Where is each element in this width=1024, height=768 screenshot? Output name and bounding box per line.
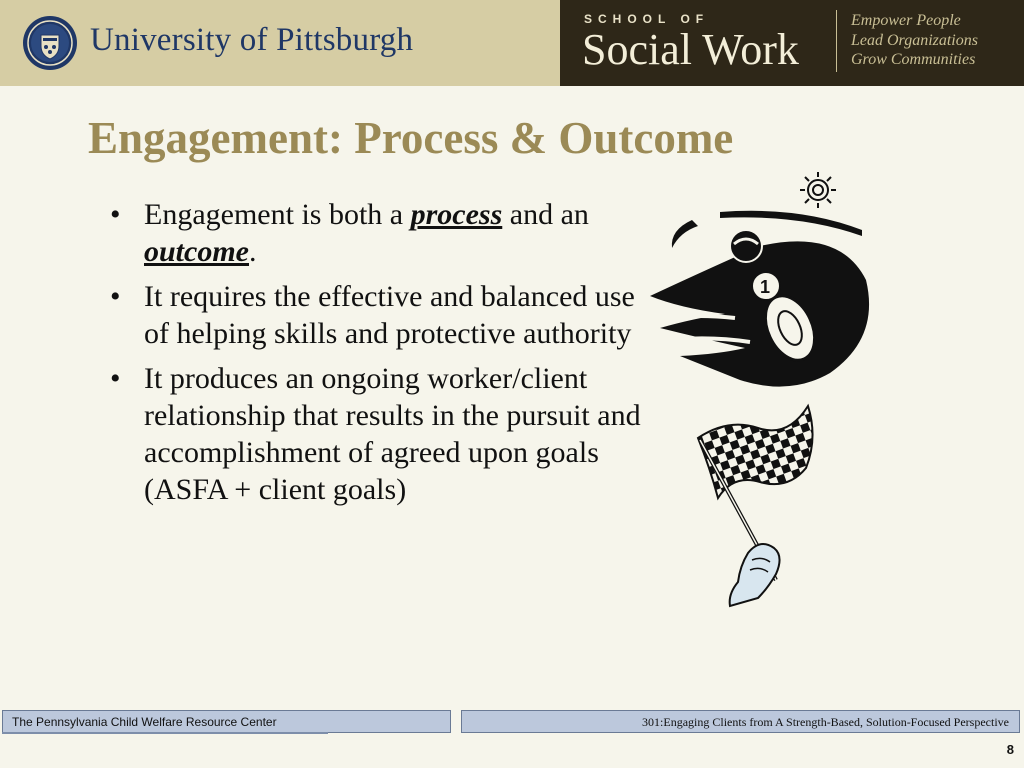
bullet-item-1 <box>104 196 644 270</box>
footer-left-text: The Pennsylvania Child Welfare Resource Center <box>12 715 277 729</box>
tagline-1: Empower People <box>851 12 961 29</box>
header-divider <box>836 10 837 72</box>
footer-course-title <box>461 710 1020 733</box>
emphasis-process: process <box>410 198 503 231</box>
page-number: 8 <box>1006 742 1014 757</box>
bullet-3-text: It produces an ongoing worker/client relationship that results in the pursuit and accomplishment of agreed upon goals (ASFA + client goals) <box>144 362 641 506</box>
social-work-label: Social Work <box>582 25 799 74</box>
footer-accent-line <box>2 732 328 734</box>
tagline-2: Lead Organizations <box>851 32 978 49</box>
bullet-marker: • <box>110 362 121 395</box>
header-school-band <box>560 0 1024 86</box>
bullet-item-2 <box>104 278 644 352</box>
bullet-1-text-middle: and an <box>502 198 589 231</box>
slide-title: Engagement: Process & Outcome <box>88 113 734 163</box>
bullet-1-text-end: . <box>249 235 257 268</box>
svg-text:1: 1 <box>760 277 771 297</box>
motorcycle-racer-clipart <box>640 168 875 393</box>
bullet-2-text: It requires the effective and balanced use of helping skills and protective authority <box>144 280 635 350</box>
footer-right-text: 301:Engaging Clients from A Strength-Based, Solution-Focused Perspective <box>642 715 1009 729</box>
footer-resource-center <box>2 710 451 733</box>
bullet-list <box>104 196 644 516</box>
bullet-item-3 <box>104 360 644 508</box>
header-university-band <box>0 0 560 86</box>
bullet-1-text-start: Engagement is both a <box>144 198 411 231</box>
tagline-3: Grow Communities <box>851 51 976 68</box>
school-of-label: SCHOOL OF <box>584 12 710 26</box>
checkered-flag-clipart <box>688 398 823 608</box>
emphasis-outcome: outcome <box>144 235 249 268</box>
university-name: University of Pittsburgh <box>90 22 414 58</box>
university-seal-icon <box>22 15 78 71</box>
bullet-marker: • <box>110 198 121 231</box>
bullet-marker: • <box>110 280 121 313</box>
